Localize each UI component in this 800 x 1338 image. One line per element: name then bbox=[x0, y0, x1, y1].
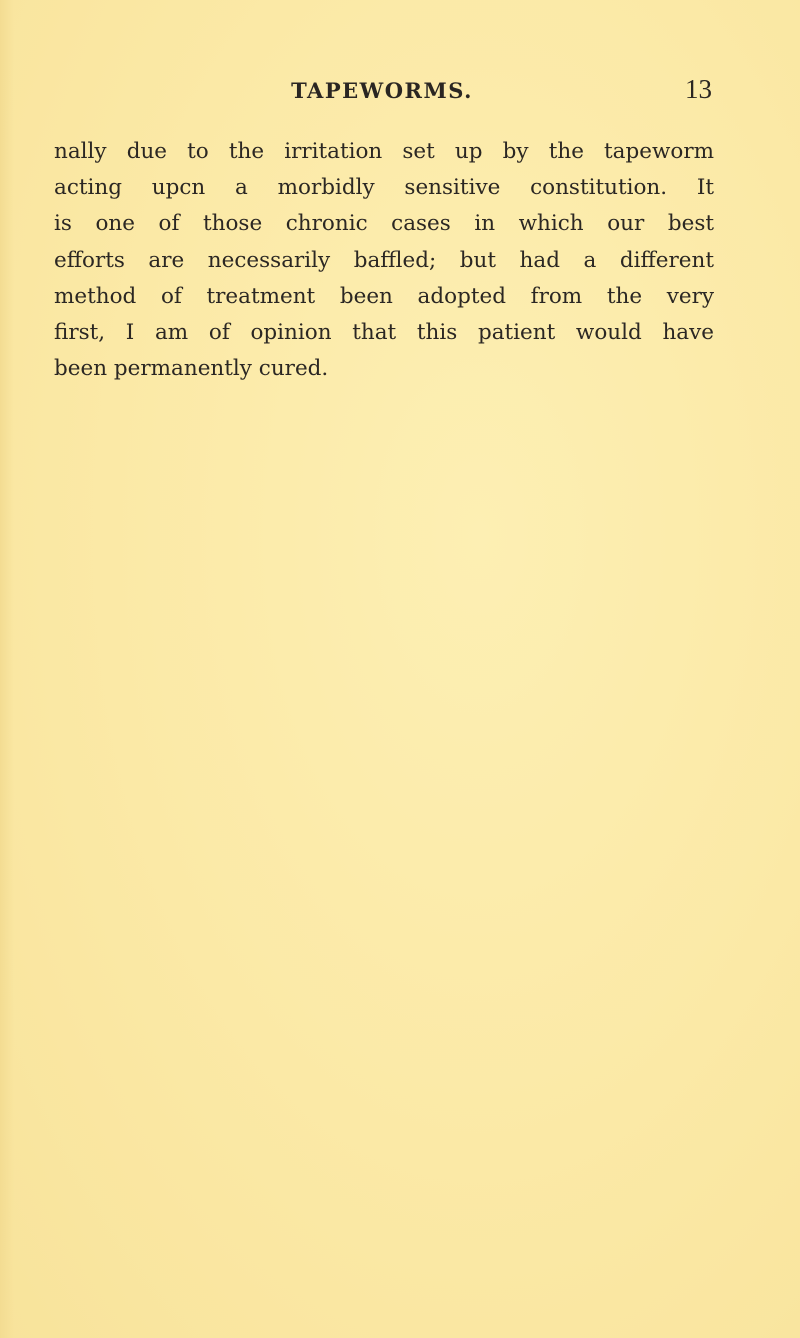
text-line: is one of those chronic cases in which our best bbox=[54, 211, 714, 237]
text-line: nally due to the irritation set up by the tapeworm bbox=[54, 139, 714, 164]
body-paragraph bbox=[54, 134, 714, 387]
text-line: method of treatment been adopted from the very bbox=[54, 283, 714, 309]
text-line: been permanently cured. bbox=[54, 356, 329, 382]
text-line: acting upcn a morbidly sensitive constitution. It bbox=[54, 175, 714, 201]
page-edge-shadow bbox=[0, 0, 14, 1338]
running-title: TAPEWORMS. bbox=[291, 78, 473, 103]
text-line: efforts are necessarily baffled; but had a different bbox=[54, 247, 714, 273]
text-line: first, I am of opinion that this patient would have bbox=[54, 319, 714, 345]
page-number: 13 bbox=[685, 74, 712, 104]
running-head bbox=[52, 74, 712, 110]
